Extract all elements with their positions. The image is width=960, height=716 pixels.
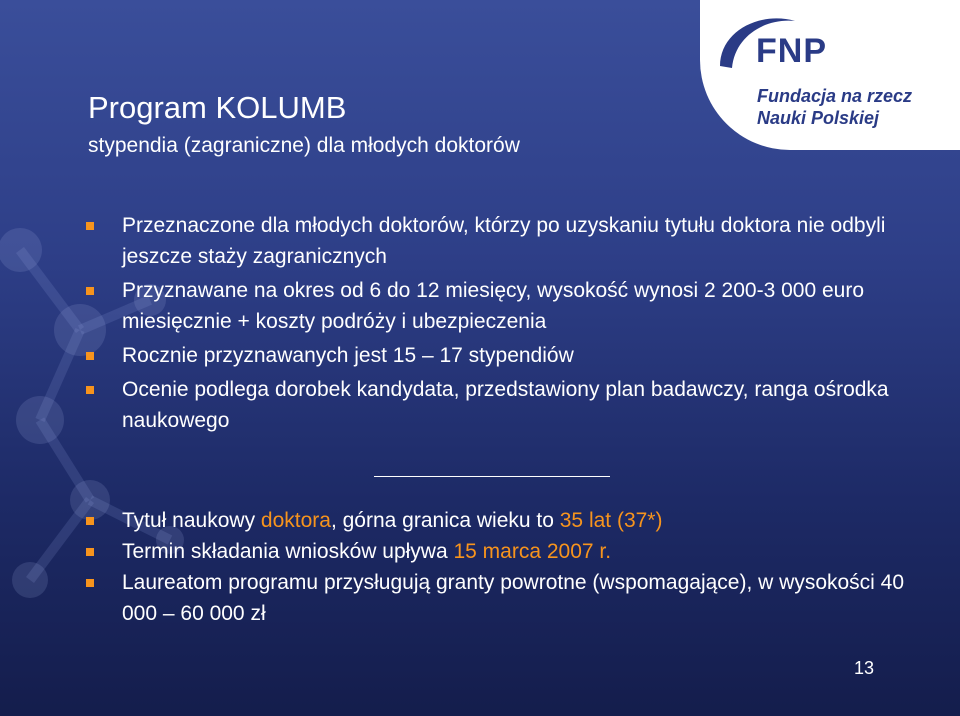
highlight-text: doktora: [260, 509, 331, 532]
list-item: [86, 567, 926, 629]
page-number: 13: [854, 658, 875, 678]
list-item-text: , górna granica wieku to: [330, 509, 560, 532]
list-item: [86, 374, 906, 436]
list-item: [86, 505, 926, 536]
slide-subtitle: stypendia (zagraniczne) dla młodych doktorów: [88, 134, 520, 157]
bullet-square-icon: [86, 222, 94, 230]
bullet-square-icon: [86, 352, 94, 360]
bullet-square-icon: [86, 386, 94, 394]
application-notes-list: [86, 505, 926, 629]
slide-title: Program KOLUMB: [88, 90, 347, 125]
logo-line-1: Fundacja na rzecz: [757, 86, 913, 106]
bullet-square-icon: [86, 548, 94, 556]
highlight-text: 15 marca 2007 r.: [453, 540, 612, 563]
bullet-square-icon: [86, 517, 94, 525]
list-item-text: Termin składania wniosków upływa: [122, 540, 454, 563]
list-item: [86, 340, 906, 371]
list-item-text: Rocznie przyznawanych jest 15 – 17 stypendiów: [122, 344, 574, 367]
list-item-text: Przyznawane na okres od 6 do 12 miesięcy, wysokość wynosi 2 200-3 000 euro miesięcznie + koszty podróży i ubezpieczenia: [122, 279, 865, 333]
list-item-text: Przeznaczone dla młodych doktorów, którzy po uzyskaniu tytułu doktora nie odbyli jeszcze staży zagranicznych: [122, 214, 886, 268]
bullet-square-icon: [86, 287, 94, 295]
divider: [374, 476, 610, 477]
program-details-list: [86, 210, 906, 439]
highlight-text: 35 lat (37*): [559, 509, 663, 532]
logo-abbreviation: FNP: [756, 32, 827, 70]
list-item-text: Ocenie podlega dorobek kandydata, przedstawiony plan badawczy, ranga ośrodka naukowego: [122, 378, 889, 432]
bullet-square-icon: [86, 579, 94, 587]
list-item-text: Laureatom programu przysługują granty powrotne (wspomagające), w wysokości 40 000 – 60 000 zł: [122, 571, 905, 625]
logo-line-2: Nauki Polskiej: [757, 108, 880, 128]
fnp-logo: [700, 0, 960, 150]
list-item: [86, 536, 926, 567]
list-item: [86, 275, 906, 337]
list-item-text: Tytuł naukowy: [122, 509, 261, 532]
list-item: [86, 210, 906, 272]
